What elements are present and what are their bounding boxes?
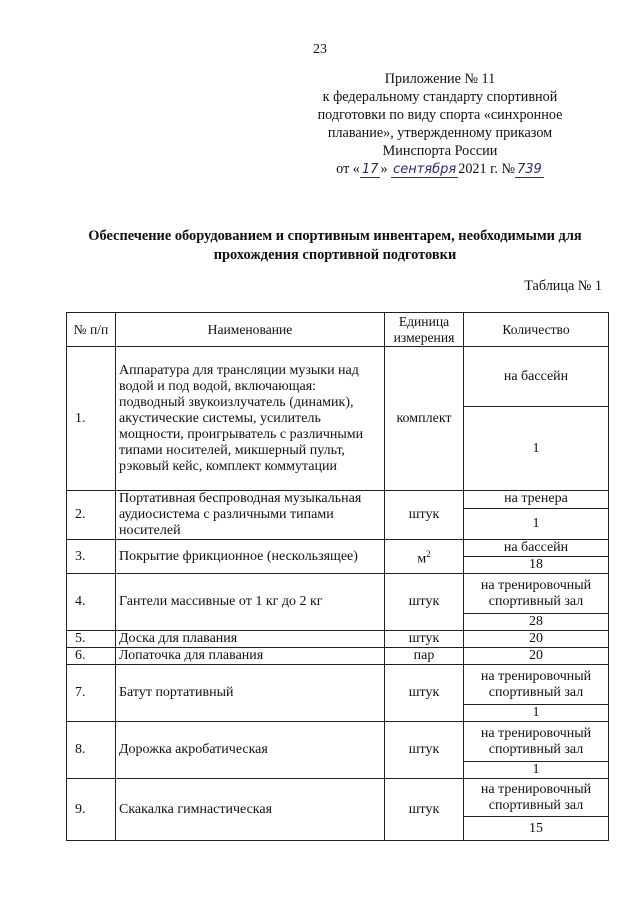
header-unit: Единица измерения xyxy=(385,313,464,347)
row-unit: штук xyxy=(385,574,464,631)
row-basis: на тренировочный спортивный зал xyxy=(464,779,609,817)
row-no: 9. xyxy=(67,779,116,841)
date-day: 17 xyxy=(361,162,379,177)
header-name: Наименование xyxy=(116,313,385,347)
appendix-line-2: к федеральному стандарту спортивной xyxy=(322,89,558,105)
document-title xyxy=(60,227,610,265)
table-row xyxy=(67,631,609,648)
date-month: сентября xyxy=(393,162,457,177)
appendix-date-line xyxy=(290,160,590,179)
row-qty: 20 xyxy=(464,631,609,648)
row-unit: комплект xyxy=(385,347,464,491)
date-prefix: от « xyxy=(336,161,360,177)
row-qty: 18 xyxy=(464,557,609,574)
row-name: Покрытие фрикционное (нескользящее) xyxy=(116,540,385,574)
row-basis: на бассейн xyxy=(464,540,609,557)
row-qty: 1 xyxy=(464,762,609,779)
row-unit: пар xyxy=(385,648,464,665)
title-line-1: Обеспечение оборудованием и спортивным инвентарем, необходимыми для xyxy=(88,228,582,244)
row-unit: штук xyxy=(385,779,464,841)
table-row xyxy=(67,574,609,614)
row-name: Лопаточка для плавания xyxy=(116,648,385,665)
row-qty: 28 xyxy=(464,614,609,631)
row-no: 5. xyxy=(67,631,116,648)
table-header-row xyxy=(67,313,609,347)
row-unit: штук xyxy=(385,722,464,779)
header-no: № п/п xyxy=(67,313,116,347)
row-no: 6. xyxy=(67,648,116,665)
row-unit xyxy=(385,540,464,574)
row-qty: 20 xyxy=(464,648,609,665)
row-name: Дорожка акробатическая xyxy=(116,722,385,779)
unit-text: м xyxy=(417,551,427,567)
table-row xyxy=(67,665,609,705)
row-qty: 1 xyxy=(464,705,609,722)
row-basis: на тренера xyxy=(464,491,609,509)
page-number: 23 xyxy=(313,42,327,57)
unit-superscript: 2 xyxy=(426,548,431,559)
date-year: 2021 г. № xyxy=(458,161,516,177)
row-no: 8. xyxy=(67,722,116,779)
row-name: Доска для плавания xyxy=(116,631,385,648)
row-basis: на тренировочный спортивный зал xyxy=(464,665,609,705)
row-basis: на бассейн xyxy=(464,347,609,407)
row-unit: штук xyxy=(385,665,464,722)
row-name: Портативная беспроводная музыкальная аудиосистема с различными типами носителей xyxy=(116,491,385,540)
title-line-2: прохождения спортивной подготовки xyxy=(213,247,457,263)
row-no: 4. xyxy=(67,574,116,631)
appendix-line-3: подготовки по виду спорта «синхронное xyxy=(317,107,563,123)
appendix-block xyxy=(290,70,590,179)
row-basis: на тренировочный спортивный зал xyxy=(464,574,609,614)
table-row xyxy=(67,491,609,509)
header-qty: Количество xyxy=(464,313,609,347)
appendix-line-1: Приложение № 11 xyxy=(384,71,496,87)
table-row xyxy=(67,779,609,817)
row-no: 3. xyxy=(67,540,116,574)
row-name: Гантели массивные от 1 кг до 2 кг xyxy=(116,574,385,631)
table-row xyxy=(67,347,609,407)
row-unit: штук xyxy=(385,631,464,648)
row-qty: 1 xyxy=(464,508,609,539)
row-name: Скакалка гимнастическая xyxy=(116,779,385,841)
row-no: 2. xyxy=(67,491,116,540)
date-mid: » xyxy=(380,161,388,177)
row-name: Батут портативный xyxy=(116,665,385,722)
table-caption: Таблица № 1 xyxy=(524,278,602,294)
row-qty: 1 xyxy=(464,407,609,491)
table-row xyxy=(67,648,609,665)
table-row xyxy=(67,722,609,762)
row-basis: на тренировочный спортивный зал xyxy=(464,722,609,762)
row-unit: штук xyxy=(385,491,464,540)
row-no: 7. xyxy=(67,665,116,722)
row-no: 1. xyxy=(67,347,116,491)
row-name: Аппаратура для трансляции музыки над водой и под водой, включающая: подводный звукоизлучатель (динамик), акустические системы, усилитель мощности, проигрыватель с различными типами носителей, микшерный пульт, рэковый кейс, комплект коммутации xyxy=(116,347,385,491)
equipment-table xyxy=(66,312,609,841)
table-row xyxy=(67,540,609,557)
appendix-line-5: Минспорта России xyxy=(382,143,498,159)
row-qty: 15 xyxy=(464,817,609,841)
appendix-line-4: плавание», утвержденному приказом xyxy=(327,125,553,141)
order-number: 739 xyxy=(517,162,542,177)
